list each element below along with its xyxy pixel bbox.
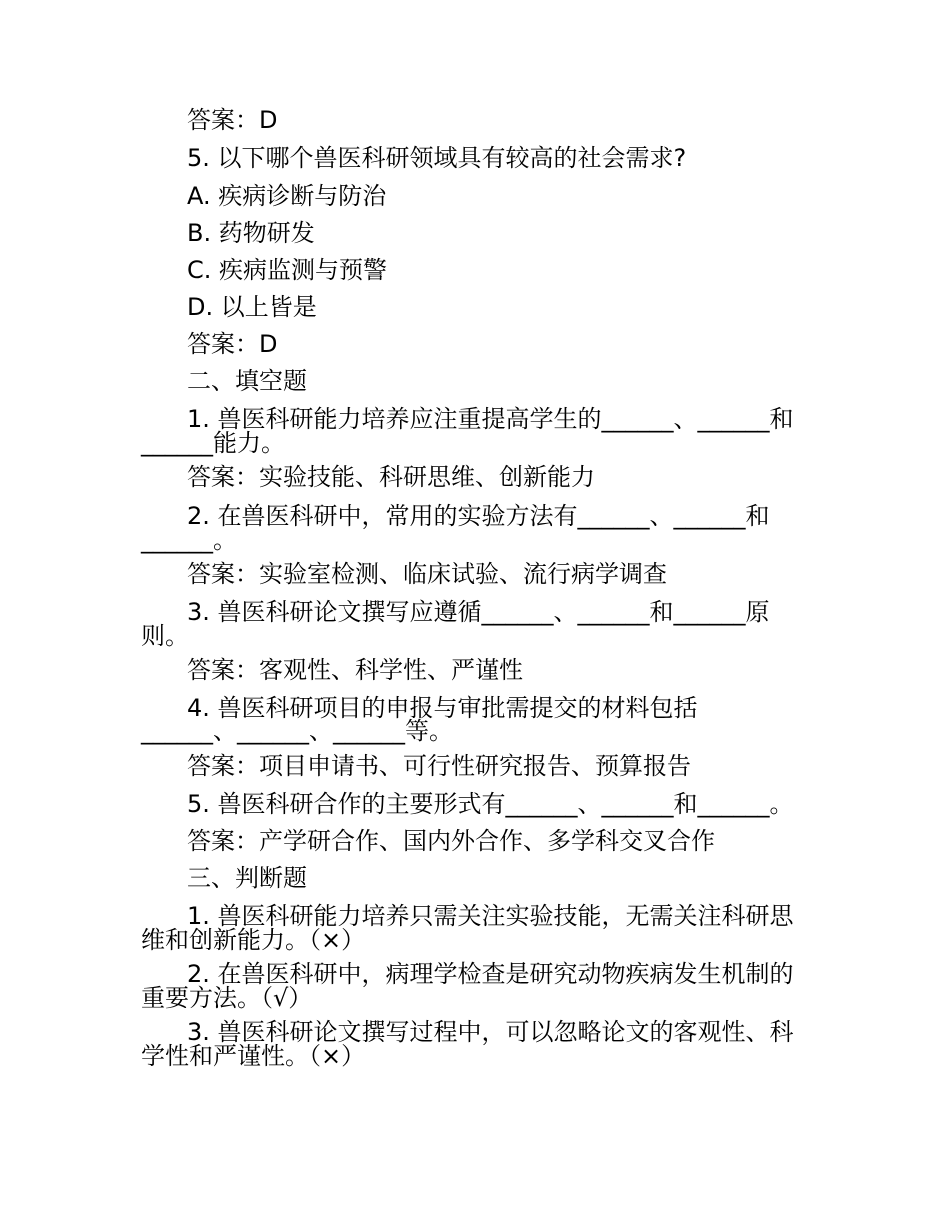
- question-line: 4. 兽医科研项目的申报与审批需提交的材料包括: [187, 694, 698, 722]
- answer-line: 答案：客观性、科学性、严谨性: [187, 656, 523, 684]
- option-line: A. 疾病诊断与防治: [187, 182, 387, 210]
- question-line: 5. 以下哪个兽医科研领域具有较高的社会需求?: [187, 144, 687, 172]
- statement-line-continued: 维和创新能力。（×）: [141, 926, 366, 954]
- answer-line: 答案：项目申请书、可行性研究报告、预算报告: [187, 752, 691, 780]
- statement-line: 1. 兽医科研能力培养只需关注实验技能，无需关注科研思: [187, 902, 794, 930]
- option-line: B. 药物研发: [187, 219, 315, 247]
- answer-line: 答案：D: [187, 330, 278, 358]
- question-line-continued: ______。: [141, 526, 237, 554]
- answer-line: 答案：产学研合作、国内外合作、多学科交叉合作: [187, 827, 715, 855]
- option-line: C. 疾病监测与预警: [187, 256, 388, 284]
- question-line-continued: ______能力。: [141, 429, 285, 457]
- answer-line: 答案：实验室检测、临床试验、流行病学调查: [187, 560, 667, 588]
- question-line: 2. 在兽医科研中，常用的实验方法有______、______和: [187, 502, 770, 530]
- answer-line: 答案：实验技能、科研思维、创新能力: [187, 463, 595, 491]
- statement-line-continued: 重要方法。（√）: [141, 984, 313, 1012]
- statement-line-continued: 学性和严谨性。（×）: [141, 1042, 366, 1070]
- section-heading: 三、判断题: [187, 864, 307, 892]
- option-line: D. 以上皆是: [187, 293, 317, 321]
- question-line: 1. 兽医科研能力培养应注重提高学生的______、______和: [187, 405, 794, 433]
- statement-line: 2. 在兽医科研中，病理学检查是研究动物疾病发生机制的: [187, 960, 794, 988]
- answer-line: 答案：D: [187, 106, 278, 134]
- section-heading: 二、填空题: [187, 367, 307, 395]
- question-line: 5. 兽医科研合作的主要形式有______、______和______。: [187, 790, 794, 818]
- question-line-continued: 则。: [141, 622, 189, 650]
- statement-line: 3. 兽医科研论文撰写过程中，可以忽略论文的客观性、科: [187, 1018, 794, 1046]
- question-line-continued: ______、______、______等。: [141, 717, 453, 745]
- question-line: 3. 兽医科研论文撰写应遵循______、______和______原: [187, 598, 770, 626]
